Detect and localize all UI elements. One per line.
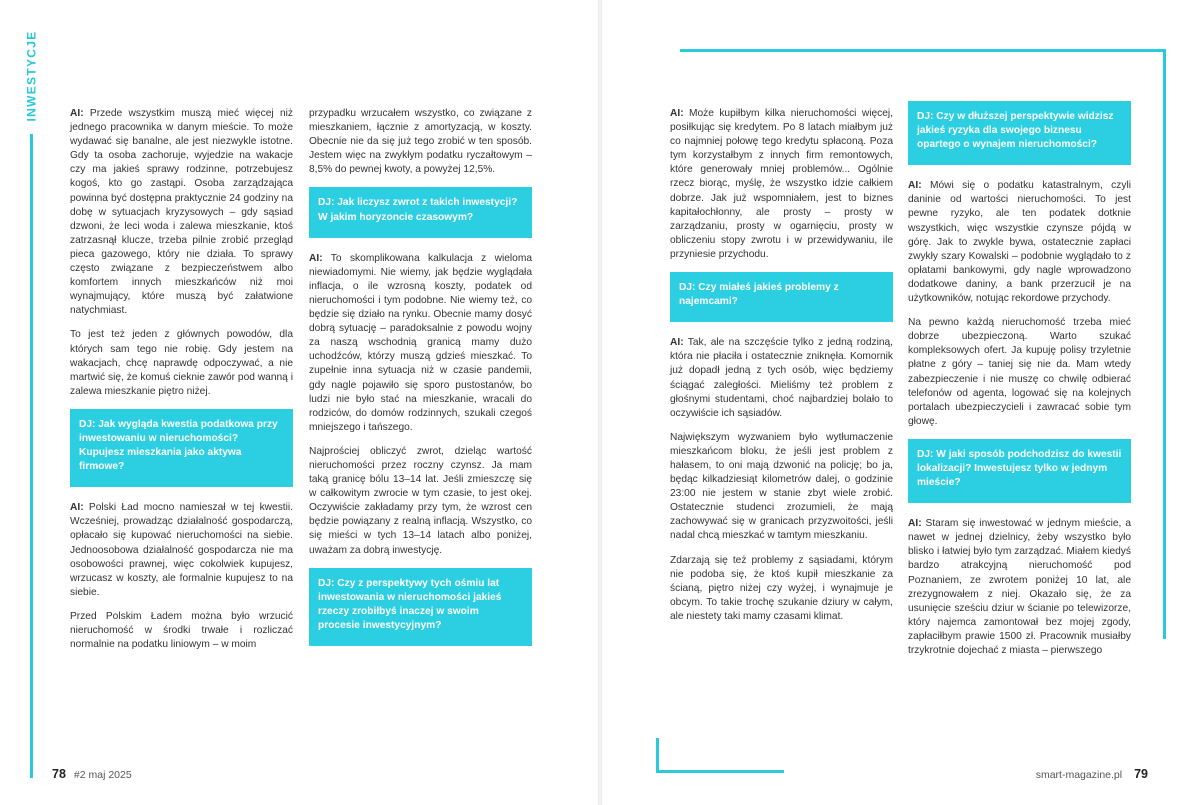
footer-left: [52, 767, 132, 781]
paragraph-text: To jest też jeden z głównych powodów, dla których sam tego nie robię. Gdy jestem na wakacjach, chcę naprawdę odpoczywać, a nie martwić się, że komuś cieknie zawór pod wanną i zalewa mieszkanie piętro niżej.: [70, 329, 293, 397]
paragraph: [670, 554, 893, 624]
column-3: [670, 107, 893, 634]
paragraph-text: Polski Ład mocno namieszał w tej kwestii. Wcześniej, prowadząc działalność gospodarczą, opłacało się kupować nieruchomości na siebie. Jednoosobowa działalność gospodarcza nie ma osobowości prawnej, więc cokolwiek kupujesz, wrzucasz w koszty, ale formalnie kupujesz to na siebie.: [70, 502, 293, 598]
speaker-label: AI:: [70, 108, 84, 119]
question-box: DJ: W jaki sposób podchodzisz do kwestii lokalizacji? Inwestujesz tylko w jednym mieście?: [908, 439, 1131, 503]
paragraph-text: Przed Polskim Ładem można było wrzucić nieruchomość w środki trwałe i rozliczać normalnie na podatku liniowym – w moim: [70, 610, 293, 651]
section-tab: [21, 20, 41, 132]
paragraph-text: Tak, ale na szczęście tylko z jedną rodziną, która nie płaciła i ostatecznie zniknęła. Komornik już dopadł jedną z tych osób, więc będziemy ściągać zaległości. Mieliśmy też problem z głośnymi studentami, choć najbardziej bolało to oczywiście ich sąsiadów.: [670, 337, 893, 419]
section-label: INWESTYCJE: [24, 30, 39, 122]
left-accent-line: [30, 134, 33, 778]
speaker-label: AI:: [670, 337, 684, 349]
question-box: DJ: Czy miałeś jakieś problemy z najemcami?: [670, 272, 893, 322]
speaker-label: AI:: [670, 108, 684, 119]
column-1: [70, 107, 293, 662]
site-url: smart-magazine.pl: [1035, 769, 1123, 781]
paragraph: [670, 107, 893, 262]
frame-bottom-vertical: [656, 738, 659, 770]
speaker-label: AI:: [309, 252, 323, 264]
page-number-left: 78: [52, 767, 66, 781]
paragraph-text: Największym wyzwaniem było wytłumaczenie mieszkańcom bloku, że jeśli jest problem z hałasem, to oni mają dzwonić na policję; bo ja, będąc kilkadziesiąt kilometrów dalej, o godzinie 23:00 nie jestem w stanie zbyt wiele zrobić. Ostatecznie studenci zrozumieli, że mają zachowywać się w granicach przyzwoitości, jeśli nadal chcą mieszkać w tamtym mieszkaniu.: [670, 431, 893, 542]
column-4: [908, 95, 1131, 668]
frame-top-line: [680, 49, 1166, 52]
speaker-label: AI:: [908, 518, 922, 530]
speaker-label: AI:: [70, 502, 84, 514]
paragraph-text: Przede wszystkim muszą mieć więcej niż jednego pracownika w danym mieście. To może wydawać się banalne, ale jest niezwykle istotne. Gdy ta osoba zachoruje, wyjedzie na wakacje czy ma jakieś sprawy rodzinne, potrzebujesz kogoś, kto go zastąpi. Osoba zarządzająca powinna być dostępna praktycznie 24 godziny na dobę w sytuacjach kryzysowych – gdy sąsiad dzwoni, że leci woda i zalewa mieszkanie, ktoś zatrzasnął klucze, trzeba pilnie zrobić przegląd pieca gazowego, który nie działa. To sprawy często związane z bezpieczeństwem albo komfortem innych mieszkańców niż moi wynajmujący, które muszą być załatwione natychmiast.: [70, 108, 293, 317]
page-number-right: 79: [1134, 767, 1148, 781]
spread-gutter: [598, 0, 602, 805]
footer-right: [1036, 767, 1148, 781]
paragraph-text: przypadku wrzucałem wszystko, co związane z mieszkaniem, łącznie z amortyzacją, w koszty. Obecnie nie da się już tego zrobić w ten sposób. Jestem więc na zwykłym podatku ryczałtowym – 8,5% do pewnej kwoty, a powyżej 12,5%.: [309, 108, 532, 176]
paragraph-text: Zdarzają się też problemy z sąsiadami, którym nie podoba się, że ktoś kupił mieszkanie za ścianą, piętro niżej czy wyżej, i wynajmuje je obcym. To takie trochę szukanie dziury w całym, ale niestety taki mamy czasami klimat.: [670, 554, 893, 622]
frame-bottom-line: [656, 770, 784, 773]
paragraph: [670, 431, 893, 544]
paragraph-text: Mówi się o podatku katastralnym, czyli daninie od wartości nieruchomości. To jest pewne ryzyko, ale ten podatek dotknie wszystkich, więc wszystkie czynsze pójdą w górę. Jak to zwykle bywa, ostatecznie zapłaci zwykły szary Kowalski – podobnie wyglądało to z opłatami bankowymi, gdy nagle wprowadzono dodatkowe daniny, a bank przerzucił je na użytkowników, notując rekordowe przychody.: [908, 180, 1131, 305]
speaker-label: AI:: [908, 180, 922, 192]
column-2: [309, 107, 532, 660]
paragraph-text: Staram się inwestować w jednym mieście, a nawet w jednej dzielnicy, żeby wszystko było blisko i łatwiej było tym zarządzać. Miałem kiedyś bardzo atrakcyjną nieruchomość pod Poznaniem, ze zwrotem poniżej 10 lat, ale zrezygnowałem z niej. Okazało się, że za usunięcie sześciu dziur w ścianie po telewizorze, który najemca zamontował bez mojej zgody, zapłaciłbym prawie 1500 zł. Pracownik musiałby trzykrotnie dojechać z miasta – pierwszego: [908, 518, 1131, 656]
paragraph: [908, 316, 1131, 429]
paragraph-text: Może kupiłbym kilka nieruchomości więcej, posiłkując się kredytem. Po 8 latach miałbym już co najmniej połowę tego kredytu spłaconą. Poza tym korzystałbym z innych firm remontowych, które generowały mniej problemów... Ogólnie rzecz biorąc, myślę, że wszystko idzie całkiem dobrze. Jak już wspomniałem, jest to biznes kapitałochłonny, ale prosty – prosty w zarządzaniu, prosty w ogarnięciu, prosty w obliczeniu stopy zwrotu i w przewidywaniu, ile przyniesie przychodu.: [670, 108, 893, 260]
paragraph: [70, 610, 293, 652]
paragraph: [309, 107, 532, 177]
paragraph: [670, 336, 893, 421]
question-box: DJ: Jak liczysz zwrot z takich inwestycji? W jakim horyzoncie czasowym?: [309, 187, 532, 237]
paragraph-text: Na pewno każdą nieruchomość trzeba mieć dobrze ubezpieczoną. Warto szukać kompleksowych ofert. Ja kupuję polisy trzyletnie płatne z góry – taniej się nie da. Mam wtedy zabezpieczenie i nie muszę co chwilę odbierać telefonów od agenta, logować się na kolejnych portalach ubezpieczycieli i zawracać sobie tym głowę.: [908, 317, 1131, 427]
question-box: DJ: Jak wygląda kwestia podatkowa przy inwestowaniu w nieruchomości? Kupujesz mieszkania jako aktywa firmowe?: [70, 409, 293, 487]
frame-right-line: [1163, 49, 1166, 639]
question-box: DJ: Czy w dłuższej perspektywie widzisz jakieś ryzyka dla swojego biznesu opartego o wynajem nieruchomości?: [908, 101, 1131, 165]
paragraph: [908, 517, 1131, 658]
paragraph-text: To skomplikowana kalkulacja z wieloma niewiadomymi. Nie wiemy, jak będzie wyglądała inflacja, o ile wzrosną koszty, podatek od nieruchomości i tym podobne. Nie wiemy też, co będzie się działo na rynku. Obecnie mamy dosyć dobrą sytuację – paradoksalnie z powodu wojny za naszą wschodnią granicą mamy dużo uchodźców, którzy muszą gdzieś mieszkać. To zupełnie inna sytuacja niż w czasie pandemii, gdy nagle pojawiło się sporo pustostanów, bo ludzi nie było stać na mieszkanie, wracali do rodziców, do domów rodzinnych, szukali czegoś mniejszego i tańszego.: [309, 252, 532, 433]
paragraph-text: Najprościej obliczyć zwrot, dzieląc wartość nieruchomości przez roczny czynsz. Ja mam taką granicę bólu 13–14 lat. Jeśli zmieszczę się w całkowitym zwrocie w tym czasie, to jest okej. Oczywiście zakładamy przy tym, że wzrost cen będzie powiązany z realną inflacją. Wszystko, co się mieści w tych 13–14 latach albo poniżej, uważam za dobrą inwestycję.: [309, 445, 532, 556]
paragraph: [908, 179, 1131, 306]
paragraph: [309, 252, 532, 435]
paragraph: [70, 107, 293, 318]
issue-label: #2 maj 2025: [73, 769, 132, 781]
paragraph: [309, 445, 532, 558]
paragraph: [70, 501, 293, 600]
question-box: DJ: Czy z perspektywy tych ośmiu lat inwestowania w nieruchomości jakieś rzeczy zrobiłbyś inaczej w swoim procesie inwestycyjnym?: [309, 568, 532, 646]
paragraph: [70, 328, 293, 398]
